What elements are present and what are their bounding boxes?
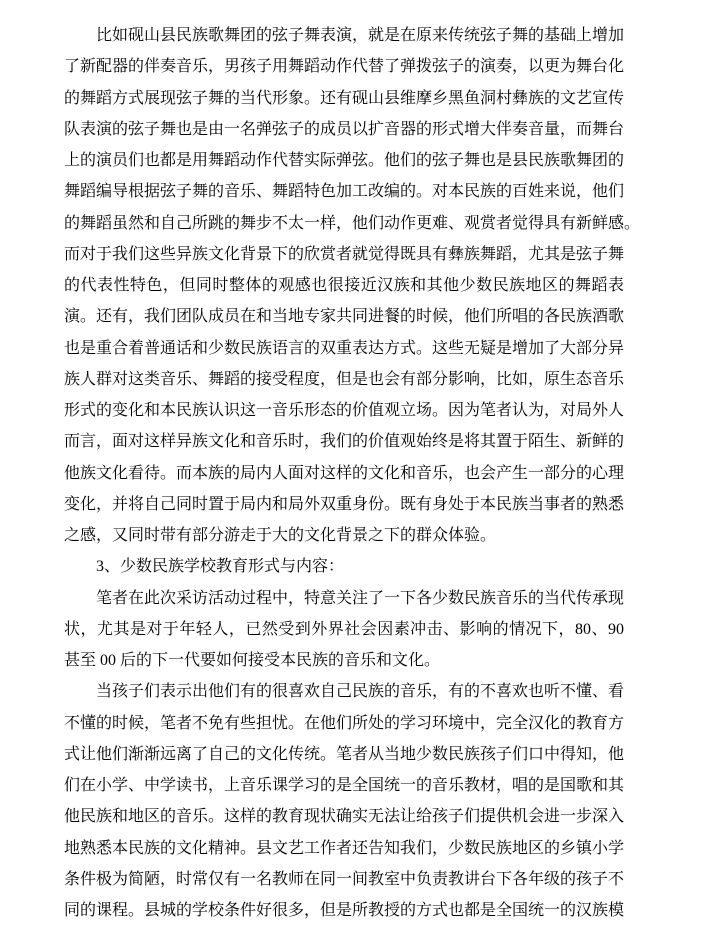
text-line: 的舞蹈方式展现弦子舞的当代形象。还有砚山县维摩乡黑鱼洞村彝族的文艺宣传 <box>64 89 625 107</box>
text-line: 比如砚山县民族歌舞团的弦子舞表演，就是在原来传统弦子舞的基础上增加 <box>96 27 625 44</box>
text-line: 他民族和地区的音乐。这样的教育现状确实无法让给孩子们提供机会进一步深入 <box>64 808 625 826</box>
text-line: 条件极为简陋，时常仅有一名教师在同一间教室中负责教讲台下各年级的孩子不 <box>64 870 625 888</box>
text-line: 的舞蹈虽然和自己所跳的舞步不太一样，他们动作更难、观赏者觉得具有新鲜感。 <box>64 214 641 232</box>
text-line: 队表演的弦子舞也是由一名弹弦子的成员以扩音器的形式增大伴奏音量，而舞台 <box>64 120 625 138</box>
text-line: 形式的变化和本民族认识这一音乐形态的价值观立场。因为笔者认为，对局外人 <box>64 402 625 419</box>
text-line: 了新配器的伴奏音乐，男孩子用舞蹈动作代替了弹拨弦子的演奏，以更为舞台化 <box>64 58 625 76</box>
text-line: 地熟悉本民族的文化精神。县文艺工作者还告知我们，少数民族地区的乡镇小学 <box>64 839 625 857</box>
text-line: 之感，又同时带有部分游走于大的文化背景之下的群众体验。 <box>64 527 497 544</box>
document-content <box>64 20 641 926</box>
text-line: 族人群对这类音乐、舞蹈的接受程度，但是也会有部分影响，比如，原生态音乐 <box>64 370 625 388</box>
section-heading <box>64 551 624 582</box>
text-line: 不懂的时候，笔者不免有些担忧。在他们所处的学习环境中，完全汉化的教育方 <box>64 714 625 732</box>
text-line: 而言，面对这样异族文化和音乐时，我们的价值观始终是将其置于陌生、新鲜的 <box>64 433 625 451</box>
paragraph <box>64 583 624 677</box>
text-line: 演。还有，我们团队成员在和当地专家共同进餐的时候，他们所唱的各民族酒歌 <box>64 308 625 326</box>
text-line: 而对于我们这些异族文化背景下的欣赏者就觉得既具有彝族舞蹈，尤其是弦子舞 <box>64 245 625 263</box>
text-line: 上的演员们也都是用舞蹈动作代替实际弹弦。他们的弦子舞也是县民族歌舞团的 <box>64 152 625 169</box>
text-line: 状，尤其是对于年轻人，已然受到外界社会因素冲击、影响的情况下，80、90 <box>64 620 624 638</box>
paragraph <box>64 20 641 551</box>
text-line: 舞蹈编导根据弦子舞的音乐、舞蹈特色加工改编的。对本民族的百姓来说，他们 <box>64 183 625 201</box>
text-line: 甚至 00 后的下一代要如何接受本民族的音乐和文化。 <box>64 652 441 669</box>
text-line: 变化，并将自己同时置于局内和局外双重身份。既有身处于本民族当事者的熟悉 <box>64 495 625 513</box>
text-line: 式让他们渐渐远离了自己的文化传统。笔者从当地少数民族孩子们口中得知，他 <box>64 745 625 763</box>
text-line: 们在小学、中学读书，上音乐课学习的是全国统一的音乐教材，唱的是国歌和其 <box>64 777 625 794</box>
text-line: 也是重合着普通话和少数民族语言的双重表达方式。这些无疑是增加了大部分异 <box>64 339 625 357</box>
text-line: 的代表性特色，但同时整体的观感也很接近汉族和其他少数民族地区的舞蹈表 <box>64 277 624 294</box>
text-line: 同的课程。县城的学校条件好很多，但是所教授的方式也都是全国统一的汉族模 <box>64 902 625 919</box>
text-line: 笔者在此次采访活动过程中，特意关注了一下各少数民族音乐的当代传承现 <box>96 589 625 607</box>
text-line: 当孩子们表示出他们有的很喜欢自己民族的音乐，有的不喜欢也听不懂、看 <box>96 683 625 701</box>
paragraph <box>64 676 624 926</box>
text-line: 3、少数民族学校教育形式与内容： <box>96 558 345 576</box>
text-line: 他族文化看待。而本族的局内人面对这样的文化和音乐，也会产生一部分的心理 <box>64 464 625 482</box>
